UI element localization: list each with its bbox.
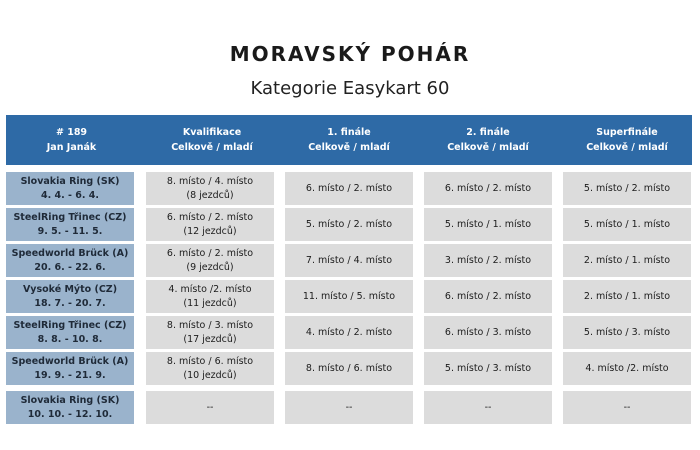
table-row-venue (6, 391, 134, 424)
qualification-cell (146, 208, 274, 241)
venue-name: Speedworld Brück (A) (11, 247, 129, 259)
final-1-result: 6. místo / 2. místo (305, 182, 393, 194)
table-row-venue (6, 172, 134, 205)
venue-name: Speedworld Brück (A) (11, 355, 129, 367)
superfinal-result: -- (623, 401, 631, 413)
final-2-result: 3. místo / 2. místo (444, 254, 532, 266)
header-final-2-label: 2. finále (466, 127, 510, 138)
final-1-cell (285, 172, 413, 205)
venue-name: Vysoké Mýto (CZ) (22, 283, 118, 295)
superfinal-result: 2. místo / 1. místo (583, 290, 671, 302)
header-final-1 (285, 115, 413, 165)
venue-dates: 20. 6. - 22. 6. (34, 261, 106, 273)
venue-dates: 9. 5. - 11. 5. (37, 225, 103, 237)
driver-name: Jan Janák (46, 142, 97, 153)
final-2-result: 6. místo / 2. místo (444, 182, 532, 194)
qualification-riders: (10 jezdců) (183, 369, 237, 381)
header-driver-cell (6, 115, 137, 165)
final-1-result: 7. místo / 4. místo (305, 254, 393, 266)
final-2-result: 5. místo / 1. místo (444, 218, 532, 230)
superfinal-cell (563, 352, 691, 385)
final-2-result: 6. místo / 2. místo (444, 290, 532, 302)
final-2-result: -- (484, 401, 492, 413)
superfinal-cell (563, 280, 691, 313)
qualification-cell (146, 316, 274, 349)
superfinal-result: 5. místo / 2. místo (583, 182, 671, 194)
final-2-result: 5. místo / 3. místo (444, 362, 532, 374)
qualification-result: 6. místo / 2. místo (166, 247, 254, 259)
venue-name: Slovakia Ring (SK) (20, 394, 120, 406)
page-subtitle: Kategorie Easykart 60 (250, 78, 450, 99)
final-2-cell (424, 172, 552, 205)
superfinal-result: 5. místo / 1. místo (583, 218, 671, 230)
header-final-2 (424, 115, 552, 165)
header-superfinal-label: Superfinále (596, 127, 658, 138)
venue-dates: 4. 4. - 6. 4. (40, 189, 100, 201)
qualification-riders: (17 jezdců) (183, 333, 237, 345)
final-1-result: 11. místo / 5. místo (302, 290, 396, 302)
qualification-riders: (12 jezdců) (183, 225, 237, 237)
qualification-result: 8. místo / 4. místo (166, 175, 254, 187)
qualification-result: -- (206, 401, 214, 413)
superfinal-result: 2. místo / 1. místo (583, 254, 671, 266)
final-1-result: 5. místo / 2. místo (305, 218, 393, 230)
header-final-1-label: 1. finále (327, 127, 371, 138)
header-qualification-label: Kvalifikace (182, 127, 242, 138)
qualification-riders: (9 jezdců) (186, 261, 234, 273)
table-row-venue (6, 280, 134, 313)
venue-dates: 8. 8. - 10. 8. (37, 333, 103, 345)
final-1-cell (285, 208, 413, 241)
qualification-cell (146, 352, 274, 385)
superfinal-cell (563, 316, 691, 349)
header-final-2-sub: Celkově / mladí (447, 142, 529, 153)
final-2-cell (424, 208, 552, 241)
superfinal-result: 4. místo /2. místo (585, 362, 669, 374)
qualification-result: 6. místo / 2. místo (166, 211, 254, 223)
venue-name: Slovakia Ring (SK) (20, 175, 120, 187)
final-2-cell (424, 391, 552, 424)
final-1-cell (285, 391, 413, 424)
venue-dates: 19. 9. - 21. 9. (34, 369, 106, 381)
final-2-cell (424, 352, 552, 385)
qualification-cell (146, 280, 274, 313)
final-2-result: 6. místo / 3. místo (444, 326, 532, 338)
qualification-result: 8. místo / 6. místo (166, 355, 254, 367)
table-row-venue (6, 244, 134, 277)
page-title: MORAVSKÝ POHÁR (229, 42, 471, 66)
final-1-result: -- (345, 401, 353, 413)
qualification-cell (146, 244, 274, 277)
header-qualification (146, 115, 278, 165)
table-row-venue (6, 316, 134, 349)
final-2-cell (424, 280, 552, 313)
venue-dates: 18. 7. - 20. 7. (34, 297, 106, 309)
table-row-venue (6, 352, 134, 385)
qualification-cell (146, 391, 274, 424)
qualification-riders: (11 jezdců) (183, 297, 237, 309)
qualification-riders: (8 jezdců) (186, 189, 234, 201)
venue-name: SteelRing Třinec (CZ) (13, 319, 127, 331)
header-superfinal (563, 115, 691, 165)
final-1-cell (285, 280, 413, 313)
final-2-cell (424, 244, 552, 277)
superfinal-cell (563, 172, 691, 205)
final-1-result: 4. místo / 2. místo (305, 326, 393, 338)
final-1-cell (285, 352, 413, 385)
qualification-cell (146, 172, 274, 205)
venue-dates: 10. 10. - 12. 10. (27, 408, 113, 420)
table-row-venue (6, 208, 134, 241)
qualification-result: 4. místo /2. místo (168, 283, 252, 295)
final-1-cell (285, 244, 413, 277)
superfinal-result: 5. místo / 3. místo (583, 326, 671, 338)
final-1-result: 8. místo / 6. místo (305, 362, 393, 374)
superfinal-cell (563, 208, 691, 241)
venue-name: SteelRing Třinec (CZ) (13, 211, 127, 223)
header-final-1-sub: Celkově / mladí (308, 142, 390, 153)
header-qualification-sub: Celkově / mladí (171, 142, 253, 153)
final-1-cell (285, 316, 413, 349)
superfinal-cell (563, 244, 691, 277)
driver-number: # 189 (55, 127, 88, 138)
superfinal-cell (563, 391, 691, 424)
qualification-result: 8. místo / 3. místo (166, 319, 254, 331)
header-superfinal-sub: Celkově / mladí (586, 142, 668, 153)
final-2-cell (424, 316, 552, 349)
